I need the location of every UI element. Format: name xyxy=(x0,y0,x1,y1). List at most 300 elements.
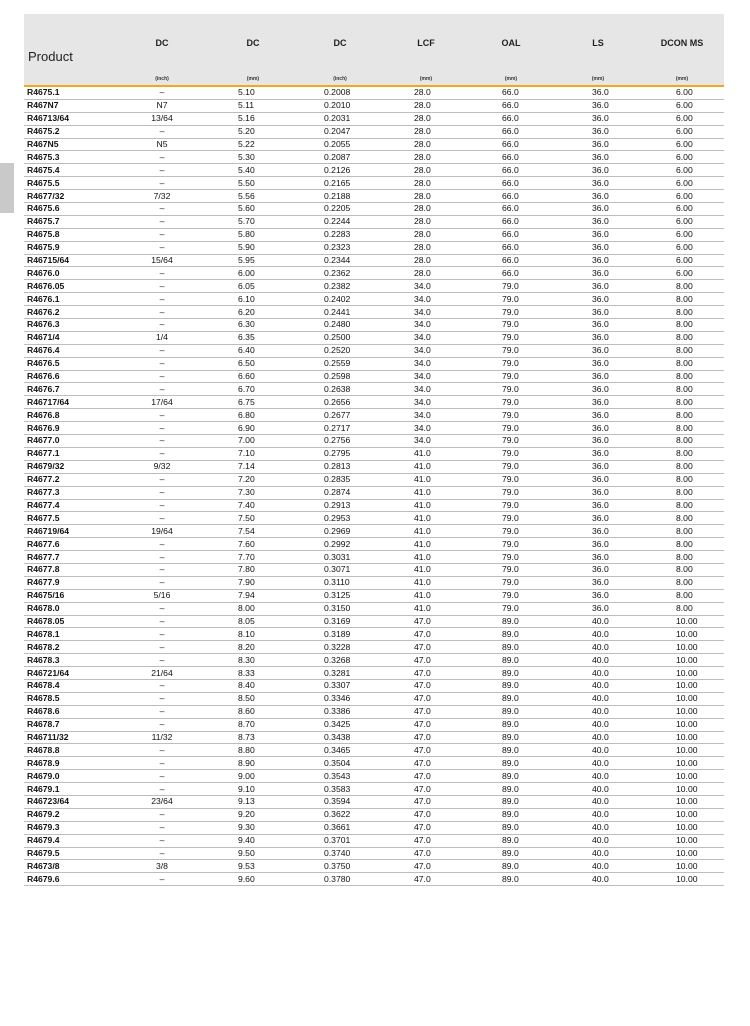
table-row xyxy=(24,435,724,448)
cell-dc-mm: 5.11 xyxy=(212,99,294,112)
cell-dcon-ms-mm: 10.00 xyxy=(640,783,724,796)
cell-ls-mm: 36.0 xyxy=(556,409,640,422)
cell-dcon-ms-mm: 6.00 xyxy=(640,254,724,267)
table-row xyxy=(24,203,724,216)
cell-dc-inch-fraction: 5/16 xyxy=(112,589,212,602)
cell-dc-mm: 5.80 xyxy=(212,228,294,241)
cell-dc-mm: 6.70 xyxy=(212,383,294,396)
cell-dcon-ms-mm: 10.00 xyxy=(640,847,724,860)
cell-dcon-ms-mm: 10.00 xyxy=(640,654,724,667)
column-header-dcon-ms: DCON MS xyxy=(640,14,724,72)
cell-dc-inch-fraction: – xyxy=(112,551,212,564)
cell-dc-inch-decimal: 0.3031 xyxy=(294,551,386,564)
unit-ls: (mm) xyxy=(556,72,640,86)
cell-lcf-mm: 47.0 xyxy=(386,795,466,808)
cell-dc-mm: 6.90 xyxy=(212,422,294,435)
cell-ls-mm: 40.0 xyxy=(556,834,640,847)
cell-lcf-mm: 47.0 xyxy=(386,744,466,757)
cell-dc-mm: 6.35 xyxy=(212,331,294,344)
unit-dc-mm: (mm) xyxy=(212,72,294,86)
cell-dc-inch-fraction: 9/32 xyxy=(112,460,212,473)
cell-ls-mm: 40.0 xyxy=(556,808,640,821)
cell-dc-mm: 5.20 xyxy=(212,125,294,138)
cell-dcon-ms-mm: 6.00 xyxy=(640,267,724,280)
cell-product-code: R4678.7 xyxy=(24,718,112,731)
cell-dc-inch-fraction: – xyxy=(112,357,212,370)
cell-ls-mm: 36.0 xyxy=(556,151,640,164)
column-header-dc-mm: DC xyxy=(212,14,294,72)
cell-product-code: R46723/64 xyxy=(24,795,112,808)
cell-lcf-mm: 47.0 xyxy=(386,628,466,641)
cell-dc-inch-decimal: 0.2598 xyxy=(294,370,386,383)
cell-dcon-ms-mm: 10.00 xyxy=(640,628,724,641)
cell-oal-mm: 79.0 xyxy=(466,344,556,357)
cell-oal-mm: 89.0 xyxy=(466,641,556,654)
cell-dc-mm: 9.50 xyxy=(212,847,294,860)
cell-dc-mm: 7.50 xyxy=(212,512,294,525)
table-row xyxy=(24,834,724,847)
table-row xyxy=(24,808,724,821)
cell-dcon-ms-mm: 10.00 xyxy=(640,821,724,834)
cell-dc-inch-decimal: 0.3307 xyxy=(294,679,386,692)
cell-ls-mm: 36.0 xyxy=(556,215,640,228)
cell-lcf-mm: 41.0 xyxy=(386,538,466,551)
cell-lcf-mm: 47.0 xyxy=(386,770,466,783)
cell-product-code: R4676.7 xyxy=(24,383,112,396)
cell-ls-mm: 36.0 xyxy=(556,344,640,357)
cell-dc-inch-fraction: – xyxy=(112,203,212,216)
cell-product-code: R467N5 xyxy=(24,138,112,151)
cell-product-code: R4676.4 xyxy=(24,344,112,357)
cell-dcon-ms-mm: 6.00 xyxy=(640,203,724,216)
cell-oal-mm: 89.0 xyxy=(466,705,556,718)
cell-dc-mm: 9.00 xyxy=(212,770,294,783)
cell-dc-mm: 9.40 xyxy=(212,834,294,847)
cell-product-code: R4671/4 xyxy=(24,331,112,344)
cell-dc-inch-fraction: – xyxy=(112,641,212,654)
cell-product-code: R4675.4 xyxy=(24,164,112,177)
table-row xyxy=(24,705,724,718)
cell-oal-mm: 89.0 xyxy=(466,821,556,834)
cell-lcf-mm: 47.0 xyxy=(386,731,466,744)
cell-dc-mm: 5.90 xyxy=(212,241,294,254)
cell-dc-mm: 5.40 xyxy=(212,164,294,177)
cell-lcf-mm: 34.0 xyxy=(386,306,466,319)
cell-dc-inch-fraction: 19/64 xyxy=(112,525,212,538)
cell-oal-mm: 89.0 xyxy=(466,679,556,692)
cell-ls-mm: 36.0 xyxy=(556,396,640,409)
cell-ls-mm: 36.0 xyxy=(556,254,640,267)
cell-dcon-ms-mm: 8.00 xyxy=(640,344,724,357)
cell-dc-inch-decimal: 0.2559 xyxy=(294,357,386,370)
cell-dc-mm: 9.53 xyxy=(212,860,294,873)
cell-dc-mm: 8.90 xyxy=(212,757,294,770)
cell-dc-mm: 8.05 xyxy=(212,615,294,628)
cell-oal-mm: 79.0 xyxy=(466,576,556,589)
cell-product-code: R4676.3 xyxy=(24,319,112,332)
cell-product-code: R46721/64 xyxy=(24,667,112,680)
cell-product-code: R4675.3 xyxy=(24,151,112,164)
cell-dc-inch-fraction: – xyxy=(112,86,212,99)
cell-oal-mm: 66.0 xyxy=(466,228,556,241)
cell-dc-inch-decimal: 0.3346 xyxy=(294,692,386,705)
cell-dcon-ms-mm: 8.00 xyxy=(640,357,724,370)
cell-dcon-ms-mm: 10.00 xyxy=(640,667,724,680)
cell-dcon-ms-mm: 10.00 xyxy=(640,718,724,731)
cell-product-code: R4675.1 xyxy=(24,86,112,99)
table-row xyxy=(24,306,724,319)
cell-dc-inch-fraction: N5 xyxy=(112,138,212,151)
table-header xyxy=(24,14,724,86)
table-row xyxy=(24,679,724,692)
table-row xyxy=(24,641,724,654)
cell-ls-mm: 40.0 xyxy=(556,847,640,860)
cell-dc-mm: 7.54 xyxy=(212,525,294,538)
cell-dcon-ms-mm: 6.00 xyxy=(640,228,724,241)
cell-oal-mm: 79.0 xyxy=(466,357,556,370)
cell-dc-inch-fraction: – xyxy=(112,615,212,628)
cell-ls-mm: 40.0 xyxy=(556,654,640,667)
cell-dc-inch-decimal: 0.3701 xyxy=(294,834,386,847)
table-row xyxy=(24,138,724,151)
header-row xyxy=(24,14,724,72)
table-row xyxy=(24,628,724,641)
cell-dc-inch-fraction: – xyxy=(112,486,212,499)
cell-oal-mm: 66.0 xyxy=(466,203,556,216)
cell-lcf-mm: 34.0 xyxy=(386,396,466,409)
cell-dcon-ms-mm: 8.00 xyxy=(640,538,724,551)
cell-dc-mm: 8.60 xyxy=(212,705,294,718)
cell-lcf-mm: 41.0 xyxy=(386,576,466,589)
table-row xyxy=(24,396,724,409)
cell-ls-mm: 36.0 xyxy=(556,228,640,241)
cell-oal-mm: 89.0 xyxy=(466,860,556,873)
cell-dc-inch-fraction: – xyxy=(112,692,212,705)
table-row xyxy=(24,795,724,808)
cell-product-code: R4677.4 xyxy=(24,499,112,512)
cell-ls-mm: 36.0 xyxy=(556,125,640,138)
cell-dc-inch-decimal: 0.3425 xyxy=(294,718,386,731)
cell-dc-mm: 5.50 xyxy=(212,177,294,190)
table-row xyxy=(24,409,724,422)
cell-lcf-mm: 41.0 xyxy=(386,447,466,460)
cell-oal-mm: 66.0 xyxy=(466,99,556,112)
cell-ls-mm: 36.0 xyxy=(556,602,640,615)
cell-lcf-mm: 28.0 xyxy=(386,215,466,228)
table-row xyxy=(24,344,724,357)
cell-lcf-mm: 34.0 xyxy=(386,370,466,383)
cell-lcf-mm: 47.0 xyxy=(386,654,466,667)
cell-ls-mm: 36.0 xyxy=(556,538,640,551)
table-row xyxy=(24,538,724,551)
cell-dc-mm: 9.60 xyxy=(212,873,294,886)
cell-product-code: R4679.0 xyxy=(24,770,112,783)
cell-dcon-ms-mm: 8.00 xyxy=(640,551,724,564)
cell-dc-inch-fraction: N7 xyxy=(112,99,212,112)
cell-dcon-ms-mm: 8.00 xyxy=(640,370,724,383)
cell-dc-mm: 7.80 xyxy=(212,563,294,576)
cell-lcf-mm: 34.0 xyxy=(386,293,466,306)
cell-dcon-ms-mm: 8.00 xyxy=(640,576,724,589)
cell-dc-inch-decimal: 0.2031 xyxy=(294,112,386,125)
cell-lcf-mm: 28.0 xyxy=(386,267,466,280)
cell-dc-inch-decimal: 0.2055 xyxy=(294,138,386,151)
cell-dc-inch-fraction: – xyxy=(112,435,212,448)
cell-dcon-ms-mm: 10.00 xyxy=(640,860,724,873)
cell-dc-inch-decimal: 0.2953 xyxy=(294,512,386,525)
cell-dc-inch-decimal: 0.2402 xyxy=(294,293,386,306)
cell-product-code: R4677/32 xyxy=(24,190,112,203)
cell-ls-mm: 36.0 xyxy=(556,551,640,564)
cell-dc-mm: 9.30 xyxy=(212,821,294,834)
cell-dc-mm: 8.00 xyxy=(212,602,294,615)
cell-ls-mm: 36.0 xyxy=(556,499,640,512)
cell-dc-inch-fraction: – xyxy=(112,705,212,718)
cell-dc-inch-decimal: 0.2480 xyxy=(294,319,386,332)
cell-dc-inch-fraction: – xyxy=(112,409,212,422)
table-row xyxy=(24,383,724,396)
cell-dc-mm: 7.30 xyxy=(212,486,294,499)
cell-dcon-ms-mm: 8.00 xyxy=(640,460,724,473)
cell-ls-mm: 36.0 xyxy=(556,525,640,538)
cell-dc-mm: 8.20 xyxy=(212,641,294,654)
cell-oal-mm: 66.0 xyxy=(466,138,556,151)
cell-lcf-mm: 41.0 xyxy=(386,602,466,615)
cell-ls-mm: 36.0 xyxy=(556,512,640,525)
cell-dc-inch-fraction: 1/4 xyxy=(112,331,212,344)
cell-ls-mm: 36.0 xyxy=(556,112,640,125)
table-row xyxy=(24,293,724,306)
cell-lcf-mm: 47.0 xyxy=(386,873,466,886)
cell-ls-mm: 36.0 xyxy=(556,138,640,151)
cell-dc-inch-decimal: 0.3169 xyxy=(294,615,386,628)
cell-oal-mm: 79.0 xyxy=(466,460,556,473)
cell-oal-mm: 66.0 xyxy=(466,254,556,267)
column-header-lcf: LCF xyxy=(386,14,466,72)
table-row xyxy=(24,692,724,705)
cell-ls-mm: 40.0 xyxy=(556,821,640,834)
cell-lcf-mm: 34.0 xyxy=(386,422,466,435)
cell-dc-inch-decimal: 0.2205 xyxy=(294,203,386,216)
table-row xyxy=(24,280,724,293)
cell-dc-mm: 8.80 xyxy=(212,744,294,757)
cell-product-code: R4673/8 xyxy=(24,860,112,873)
cell-ls-mm: 40.0 xyxy=(556,628,640,641)
cell-lcf-mm: 28.0 xyxy=(386,177,466,190)
cell-dcon-ms-mm: 8.00 xyxy=(640,280,724,293)
cell-dc-mm: 6.60 xyxy=(212,370,294,383)
cell-ls-mm: 36.0 xyxy=(556,190,640,203)
cell-dc-inch-fraction: – xyxy=(112,241,212,254)
cell-dc-inch-decimal: 0.3110 xyxy=(294,576,386,589)
cell-oal-mm: 79.0 xyxy=(466,486,556,499)
cell-dc-inch-decimal: 0.3281 xyxy=(294,667,386,680)
table-row xyxy=(24,783,724,796)
cell-product-code: R4679.4 xyxy=(24,834,112,847)
cell-lcf-mm: 41.0 xyxy=(386,460,466,473)
cell-oal-mm: 66.0 xyxy=(466,177,556,190)
cell-dc-inch-decimal: 0.3125 xyxy=(294,589,386,602)
cell-product-code: R4677.5 xyxy=(24,512,112,525)
cell-dc-inch-decimal: 0.2638 xyxy=(294,383,386,396)
table-row xyxy=(24,512,724,525)
column-header-product: Product xyxy=(24,14,112,72)
cell-dc-mm: 7.90 xyxy=(212,576,294,589)
cell-lcf-mm: 47.0 xyxy=(386,667,466,680)
cell-ls-mm: 36.0 xyxy=(556,357,640,370)
side-tab-marker xyxy=(0,163,14,213)
cell-dc-inch-decimal: 0.3780 xyxy=(294,873,386,886)
cell-dcon-ms-mm: 8.00 xyxy=(640,435,724,448)
cell-lcf-mm: 28.0 xyxy=(386,112,466,125)
cell-product-code: R4678.5 xyxy=(24,692,112,705)
cell-dc-inch-fraction: – xyxy=(112,370,212,383)
cell-dc-inch-decimal: 0.3228 xyxy=(294,641,386,654)
cell-dc-mm: 6.00 xyxy=(212,267,294,280)
cell-ls-mm: 40.0 xyxy=(556,757,640,770)
cell-ls-mm: 36.0 xyxy=(556,447,640,460)
cell-product-code: R4676.5 xyxy=(24,357,112,370)
table-row xyxy=(24,228,724,241)
cell-dc-mm: 5.22 xyxy=(212,138,294,151)
cell-dc-inch-fraction: – xyxy=(112,628,212,641)
cell-product-code: R4676.1 xyxy=(24,293,112,306)
cell-dc-mm: 8.33 xyxy=(212,667,294,680)
cell-dcon-ms-mm: 10.00 xyxy=(640,641,724,654)
cell-oal-mm: 79.0 xyxy=(466,473,556,486)
table-row xyxy=(24,847,724,860)
cell-product-code: R46717/64 xyxy=(24,396,112,409)
cell-ls-mm: 40.0 xyxy=(556,744,640,757)
cell-dc-inch-fraction: – xyxy=(112,177,212,190)
cell-lcf-mm: 34.0 xyxy=(386,319,466,332)
units-row xyxy=(24,72,724,86)
cell-dc-inch-decimal: 0.2165 xyxy=(294,177,386,190)
table-row xyxy=(24,331,724,344)
cell-dcon-ms-mm: 6.00 xyxy=(640,99,724,112)
unit-product xyxy=(24,72,112,86)
cell-dc-inch-fraction: – xyxy=(112,125,212,138)
cell-oal-mm: 79.0 xyxy=(466,383,556,396)
cell-product-code: R4676.9 xyxy=(24,422,112,435)
table-row xyxy=(24,254,724,267)
cell-oal-mm: 89.0 xyxy=(466,757,556,770)
cell-dc-inch-decimal: 0.2992 xyxy=(294,538,386,551)
cell-product-code: R4676.0 xyxy=(24,267,112,280)
cell-oal-mm: 89.0 xyxy=(466,783,556,796)
cell-dc-mm: 6.80 xyxy=(212,409,294,422)
cell-dc-inch-fraction: – xyxy=(112,538,212,551)
cell-product-code: R4677.2 xyxy=(24,473,112,486)
cell-oal-mm: 66.0 xyxy=(466,267,556,280)
table-row xyxy=(24,731,724,744)
cell-dc-mm: 6.40 xyxy=(212,344,294,357)
cell-dc-inch-decimal: 0.3504 xyxy=(294,757,386,770)
cell-dc-inch-fraction: – xyxy=(112,344,212,357)
cell-ls-mm: 40.0 xyxy=(556,783,640,796)
cell-dc-inch-decimal: 0.3438 xyxy=(294,731,386,744)
cell-oal-mm: 79.0 xyxy=(466,602,556,615)
cell-dcon-ms-mm: 8.00 xyxy=(640,409,724,422)
table-row xyxy=(24,615,724,628)
cell-dcon-ms-mm: 6.00 xyxy=(640,190,724,203)
cell-dcon-ms-mm: 8.00 xyxy=(640,602,724,615)
cell-lcf-mm: 47.0 xyxy=(386,705,466,718)
cell-dc-inch-fraction: – xyxy=(112,808,212,821)
table-row xyxy=(24,576,724,589)
cell-ls-mm: 40.0 xyxy=(556,873,640,886)
cell-dc-inch-fraction: – xyxy=(112,319,212,332)
cell-dc-mm: 5.60 xyxy=(212,203,294,216)
cell-ls-mm: 40.0 xyxy=(556,692,640,705)
cell-dcon-ms-mm: 10.00 xyxy=(640,795,724,808)
table-row xyxy=(24,473,724,486)
cell-dcon-ms-mm: 6.00 xyxy=(640,138,724,151)
cell-dc-mm: 7.70 xyxy=(212,551,294,564)
cell-product-code: R4676.6 xyxy=(24,370,112,383)
cell-dc-inch-fraction: – xyxy=(112,770,212,783)
cell-dc-mm: 5.10 xyxy=(212,86,294,99)
column-header-dc-inch-fraction: DC xyxy=(112,14,212,72)
cell-dc-inch-decimal: 0.2913 xyxy=(294,499,386,512)
cell-dc-inch-decimal: 0.2813 xyxy=(294,460,386,473)
cell-oal-mm: 89.0 xyxy=(466,834,556,847)
unit-dc-inch-decimal: (inch) xyxy=(294,72,386,86)
cell-dc-mm: 6.30 xyxy=(212,319,294,332)
cell-lcf-mm: 47.0 xyxy=(386,821,466,834)
cell-oal-mm: 89.0 xyxy=(466,873,556,886)
table-row xyxy=(24,460,724,473)
cell-dc-mm: 5.56 xyxy=(212,190,294,203)
cell-ls-mm: 36.0 xyxy=(556,460,640,473)
cell-dcon-ms-mm: 10.00 xyxy=(640,731,724,744)
cell-dc-inch-decimal: 0.3740 xyxy=(294,847,386,860)
cell-dc-inch-fraction: 3/8 xyxy=(112,860,212,873)
cell-oal-mm: 79.0 xyxy=(466,538,556,551)
cell-product-code: R4678.0 xyxy=(24,602,112,615)
table-row xyxy=(24,589,724,602)
cell-ls-mm: 36.0 xyxy=(556,319,640,332)
cell-oal-mm: 79.0 xyxy=(466,447,556,460)
cell-dcon-ms-mm: 8.00 xyxy=(640,306,724,319)
cell-product-code: R46719/64 xyxy=(24,525,112,538)
cell-dc-inch-decimal: 0.2382 xyxy=(294,280,386,293)
cell-dc-mm: 8.10 xyxy=(212,628,294,641)
cell-product-code: R4676.8 xyxy=(24,409,112,422)
cell-oal-mm: 66.0 xyxy=(466,125,556,138)
table-row xyxy=(24,654,724,667)
cell-dcon-ms-mm: 10.00 xyxy=(640,744,724,757)
column-header-dc-inch-decimal: DC xyxy=(294,14,386,72)
cell-lcf-mm: 41.0 xyxy=(386,486,466,499)
cell-product-code: R4675.7 xyxy=(24,215,112,228)
cell-oal-mm: 66.0 xyxy=(466,164,556,177)
cell-product-code: R4678.3 xyxy=(24,654,112,667)
cell-dc-inch-decimal: 0.3150 xyxy=(294,602,386,615)
cell-dc-inch-decimal: 0.2969 xyxy=(294,525,386,538)
cell-lcf-mm: 47.0 xyxy=(386,757,466,770)
unit-oal: (mm) xyxy=(466,72,556,86)
cell-lcf-mm: 47.0 xyxy=(386,847,466,860)
cell-product-code: R4679.5 xyxy=(24,847,112,860)
cell-dc-inch-fraction: 21/64 xyxy=(112,667,212,680)
cell-product-code: R4678.9 xyxy=(24,757,112,770)
cell-dc-inch-decimal: 0.3268 xyxy=(294,654,386,667)
table-row xyxy=(24,370,724,383)
cell-dc-inch-fraction: – xyxy=(112,847,212,860)
table-row xyxy=(24,486,724,499)
cell-oal-mm: 79.0 xyxy=(466,525,556,538)
